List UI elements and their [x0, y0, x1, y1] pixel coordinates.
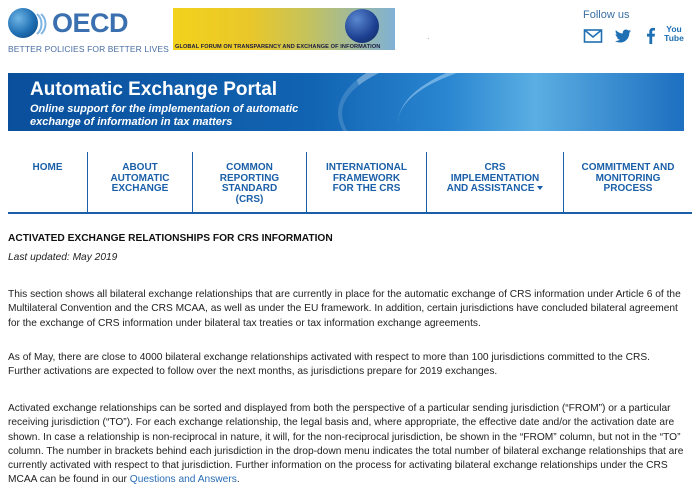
youtube-icon-line2: Tube — [664, 33, 684, 43]
follow-us-label: Follow us — [583, 9, 630, 21]
nav-item-home[interactable] — [8, 152, 88, 212]
youtube-icon[interactable] — [664, 25, 684, 45]
nav-item-label: COMMON REPORTING STANDARD (CRS) — [219, 162, 280, 205]
nav-item-label: COMMITMENT AND MONITORING PROCESS — [581, 162, 675, 194]
nav-item-common-reporting-standard[interactable] — [193, 152, 307, 212]
mail-icon[interactable] — [583, 26, 603, 46]
main-nav — [8, 152, 692, 214]
top-header — [0, 0, 692, 68]
page-title: ACTIVATED EXCHANGE RELATIONSHIPS FOR CRS INFORMATION — [8, 233, 333, 244]
nav-item-label: ABOUT AUTOMATIC EXCHANGE — [110, 162, 170, 194]
paragraph-intro: This section shows all bilateral exchange relationships that are currently in place for the automatic exchange of CRS information under Article 6 of the Multilateral Convention and the CRS MCAA, as well as under the EU framework. In addition, certain jurisdictions have concluded bilateral agreement for the exchange of CRS information under bilateral tax treaties or tax information exchange agreements. — [8, 289, 681, 329]
nav-item-international-framework[interactable] — [307, 152, 427, 212]
nav-item-commitment-monitoring[interactable] — [564, 152, 692, 212]
nav-item-about-automatic-exchange[interactable] — [88, 152, 193, 212]
oecd-wordmark: OECD — [52, 8, 129, 38]
global-forum-text: GLOBAL FORUM ON TRANSPARENCY AND EXCHANGE OF INFORMATION — [175, 44, 381, 50]
twitter-icon[interactable] — [613, 26, 633, 46]
last-updated: Last updated: May 2019 — [8, 252, 118, 263]
portal-banner — [8, 73, 684, 131]
nav-item-label: INTERNATIONAL FRAMEWORK FOR THE CRS — [326, 162, 407, 194]
portal-title[interactable]: Automatic Exchange Portal — [30, 79, 278, 100]
facebook-icon[interactable] — [641, 26, 661, 46]
nav-item-crs-implementation[interactable] — [427, 152, 564, 212]
paragraph-details-end: . — [236, 474, 240, 486]
nav-item-label: CRS IMPLEMENTATION AND ASSISTANCE — [446, 162, 540, 194]
globe-icon — [345, 9, 379, 43]
portal-subtitle: Online support for the implementation of automatic exchange of information in tax matters — [30, 103, 299, 128]
paragraph-details-text: Activated exchange relationships can be sorted and displayed from both the perspective of a particular sending jurisdiction (“FROM”) or a particular receiving jurisdiction (“TO”). For each exchange relationship, the legal basis and, where appropriate, the effective date and/or the activation date are shown. In case a relationship is non-reciprocal in nature, it will, for the non-reciprocal jurisdiction, be shown in the “FROM” column, but not in the “TO” column. The number in brackets behind each jurisdiction in the drop-down menu indicates the total number of bilateral exchange relationships that are currently activated with respect to that jurisdiction. Further information on the process for activating bilateral exchange relationships under the CRS MCAA can be found in our — [8, 403, 684, 486]
global-forum-banner[interactable] — [173, 8, 395, 50]
nav-item-label: HOME — [32, 162, 63, 173]
oecd-logo[interactable] — [8, 6, 169, 56]
paragraph-status: As of May, there are close to 4000 bilateral exchange relationships activated with respect to more than 100 jurisdictions committed to the CRS. Further activations are expected to follow over the next months, as jurisdictions prepare for 2019 exchanges. — [8, 352, 650, 378]
banner-decoration — [398, 73, 684, 131]
divider-dot: · — [427, 34, 430, 43]
questions-and-answers-link[interactable]: Questions and Answers — [129, 474, 237, 486]
oecd-swoosh-icon — [35, 13, 49, 35]
youtube-icon-line1: You — [666, 24, 682, 34]
paragraph-details — [8, 402, 684, 488]
chevron-down-icon — [537, 186, 543, 190]
oecd-globe-icon — [8, 8, 38, 38]
oecd-tagline: BETTER POLICIES FOR BETTER LIVES — [8, 44, 169, 54]
